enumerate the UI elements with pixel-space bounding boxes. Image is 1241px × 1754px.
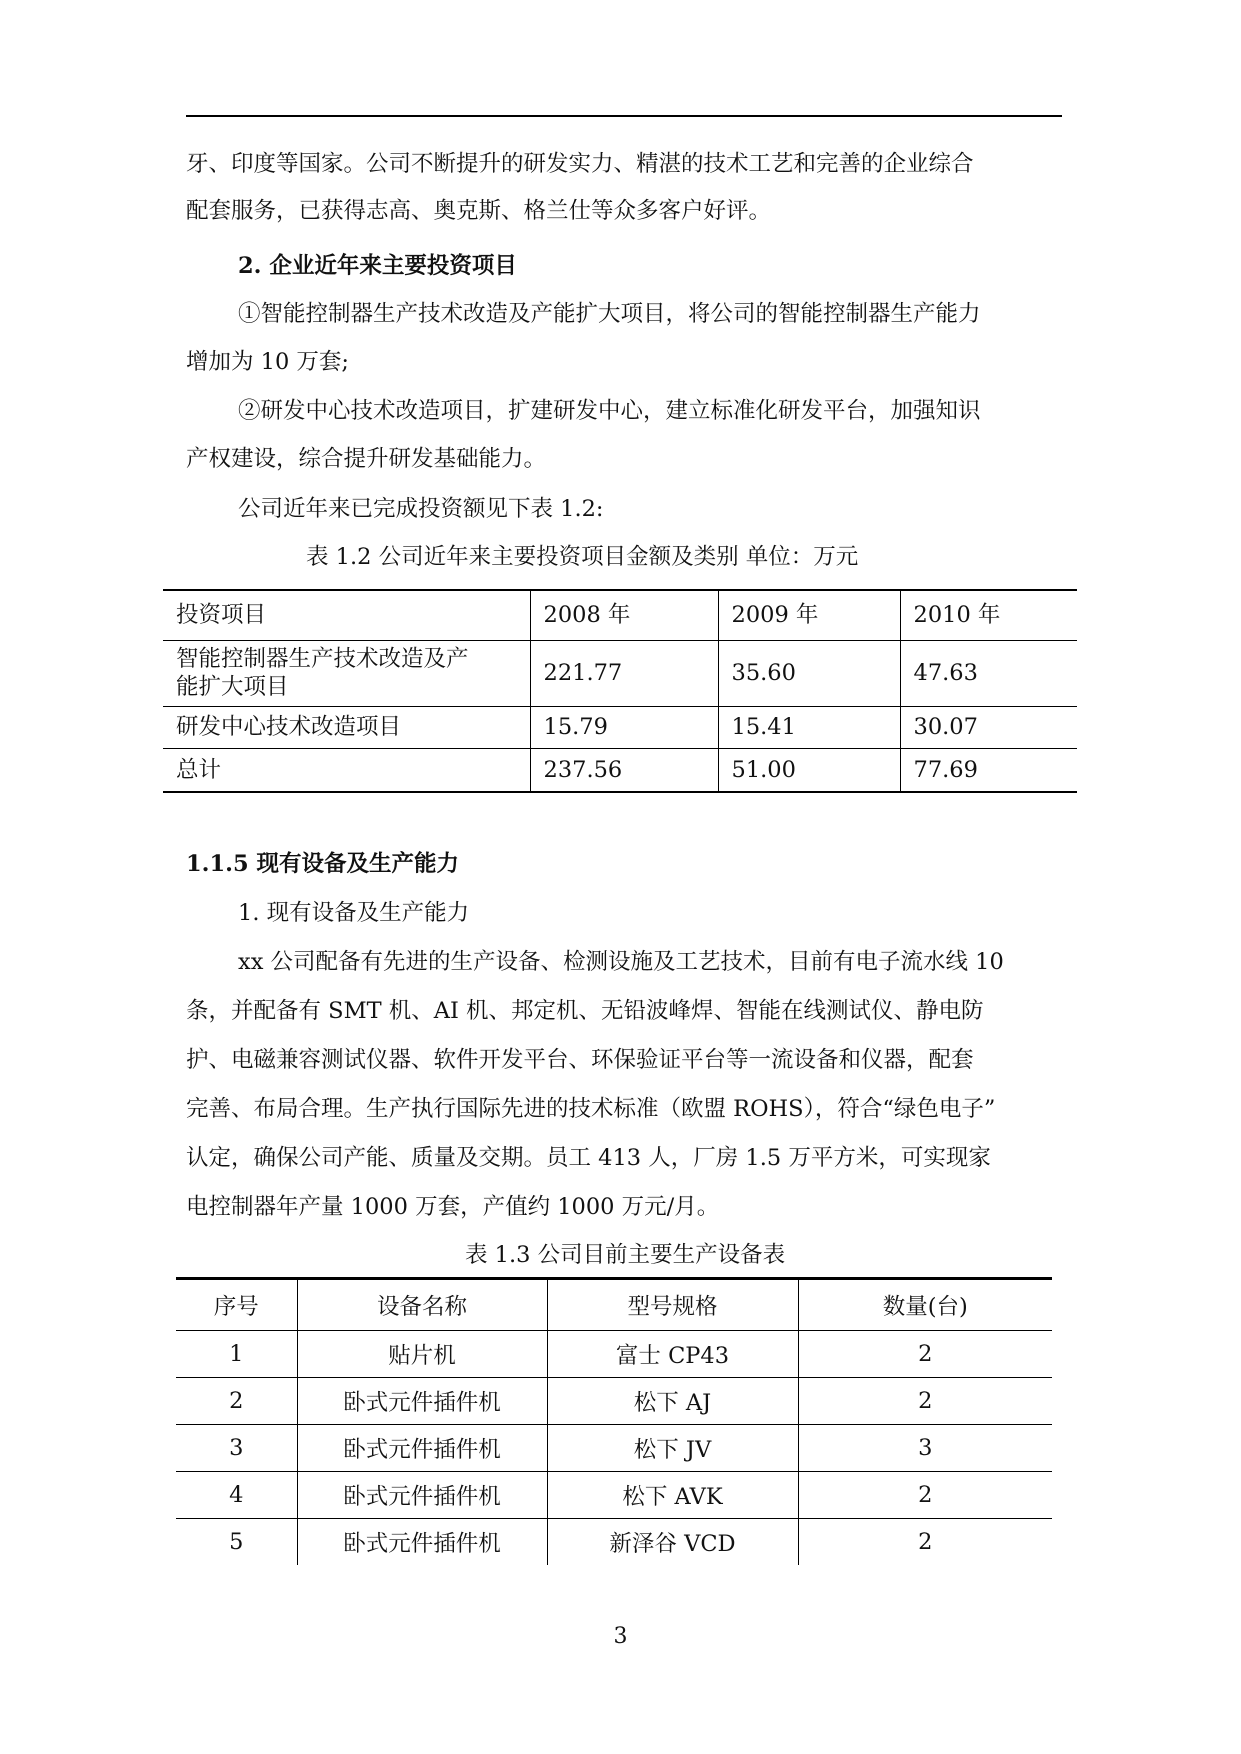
paragraph-line: 护、电磁兼容测试仪器、软件开发平台、环保验证平台等一流设备和仪器，配套 <box>186 1047 974 1073</box>
table-row <box>176 1519 1052 1566</box>
quantity-cell: 2 <box>798 1331 1052 1378</box>
amount-cell: 77.69 <box>900 748 1077 792</box>
equipment-name-cell: 卧式元件插件机 <box>297 1519 547 1566</box>
subheading: 1. 现有设备及生产能力 <box>238 900 470 926</box>
table-header-row <box>176 1279 1052 1331</box>
paragraph-line: ②研发中心技术改造项目，扩建研发中心，建立标准化研发平台，加强知识 <box>238 398 981 424</box>
paragraph-line: 条，并配备有 SMT 机、AI 机、邦定机、无铅波峰焊、智能在线测试仪、静电防 <box>186 998 984 1024</box>
row-number-cell: 2 <box>176 1378 297 1425</box>
amount-cell: 15.41 <box>718 706 900 748</box>
project-name-line: 智能控制器生产技术改造及产 <box>176 646 469 672</box>
row-number-cell: 5 <box>176 1519 297 1566</box>
quantity-cell: 2 <box>798 1378 1052 1425</box>
column-header: 型号规格 <box>547 1279 798 1331</box>
quantity-cell: 3 <box>798 1425 1052 1472</box>
amount-cell: 221.77 <box>530 640 718 706</box>
quantity-cell: 2 <box>798 1519 1052 1566</box>
project-name-line: 能扩大项目 <box>176 674 289 700</box>
section-heading: 1.1.5 现有设备及生产能力 <box>186 851 459 877</box>
quantity-cell: 2 <box>798 1472 1052 1519</box>
table-row-total <box>163 748 1077 792</box>
equipment-name-cell: 贴片机 <box>297 1331 547 1378</box>
model-cell: 新泽谷 VCD <box>547 1519 798 1566</box>
equipment-table <box>176 1277 1052 1565</box>
table-row <box>176 1472 1052 1519</box>
table-row <box>176 1378 1052 1425</box>
table-caption: 表 1.3 公司目前主要生产设备表 <box>465 1242 786 1268</box>
table-row <box>176 1331 1052 1378</box>
project-name-cell: 研发中心技术改造项目 <box>163 706 530 748</box>
table-row <box>163 706 1077 748</box>
model-cell: 松下 JV <box>547 1425 798 1472</box>
page-number: 3 <box>613 1624 628 1649</box>
row-number-cell: 4 <box>176 1472 297 1519</box>
column-header: 投资项目 <box>176 602 267 629</box>
column-header: 设备名称 <box>297 1279 547 1331</box>
table-caption: 表 1.2 公司近年来主要投资项目金额及类别 单位：万元 <box>306 544 859 570</box>
row-number-cell: 3 <box>176 1425 297 1472</box>
amount-cell: 51.00 <box>718 748 900 792</box>
paragraph-line: ①智能控制器生产技术改造及产能扩大项目，将公司的智能控制器生产能力 <box>238 301 981 327</box>
equipment-name-cell: 卧式元件插件机 <box>297 1378 547 1425</box>
equipment-name-cell: 卧式元件插件机 <box>297 1425 547 1472</box>
table-row <box>163 640 1077 706</box>
column-header: 2010 年 <box>900 590 1077 640</box>
column-header: 数量(台) <box>798 1279 1052 1331</box>
paragraph-line: xx 公司配备有先进的生产设备、检测设施及工艺技术，目前有电子流水线 10 <box>238 949 1004 975</box>
paragraph-line: 配套服务，已获得志高、奥克斯、格兰仕等众多客户好评。 <box>186 198 772 224</box>
equipment-name-cell: 卧式元件插件机 <box>297 1472 547 1519</box>
paragraph-line: 认定，确保公司产能、质量及交期。员工 413 人，厂房 1.5 万平方米，可实现家 <box>186 1145 991 1171</box>
header-rule <box>186 115 1062 117</box>
paragraph-line: 电控制器年产量 1000 万套，产值约 1000 万元/月。 <box>186 1194 720 1220</box>
total-label-cell: 总计 <box>163 748 530 792</box>
investment-table <box>163 589 1077 793</box>
amount-cell: 35.60 <box>718 640 900 706</box>
model-cell: 富士 CP43 <box>547 1331 798 1378</box>
amount-cell: 15.79 <box>530 706 718 748</box>
paragraph-line: 牙、印度等国家。公司不断提升的研发实力、精湛的技术工艺和完善的企业综合 <box>186 151 974 177</box>
column-header: 序号 <box>213 1294 259 1320</box>
amount-cell: 237.56 <box>530 748 718 792</box>
column-header: 2008 年 <box>530 590 718 640</box>
column-header: 2009 年 <box>718 590 900 640</box>
table-header-row <box>163 590 1077 640</box>
paragraph-line: 增加为 10 万套; <box>186 349 350 375</box>
paragraph-line: 产权建设，综合提升研发基础能力。 <box>186 446 547 472</box>
model-cell: 松下 AVK <box>547 1472 798 1519</box>
model-cell: 松下 AJ <box>547 1378 798 1425</box>
amount-cell: 30.07 <box>900 706 1077 748</box>
paragraph-line: 完善、布局合理。生产执行国际先进的技术标准（欧盟 ROHS），符合“绿色电子” <box>186 1096 996 1122</box>
row-number-cell: 1 <box>176 1331 297 1378</box>
project-name-cell <box>163 640 530 706</box>
amount-cell: 47.63 <box>900 640 1077 706</box>
paragraph-line: 公司近年来已完成投资额见下表 1.2: <box>238 496 604 522</box>
table-row <box>176 1425 1052 1472</box>
section-heading: 2. 企业近年来主要投资项目 <box>238 253 517 279</box>
